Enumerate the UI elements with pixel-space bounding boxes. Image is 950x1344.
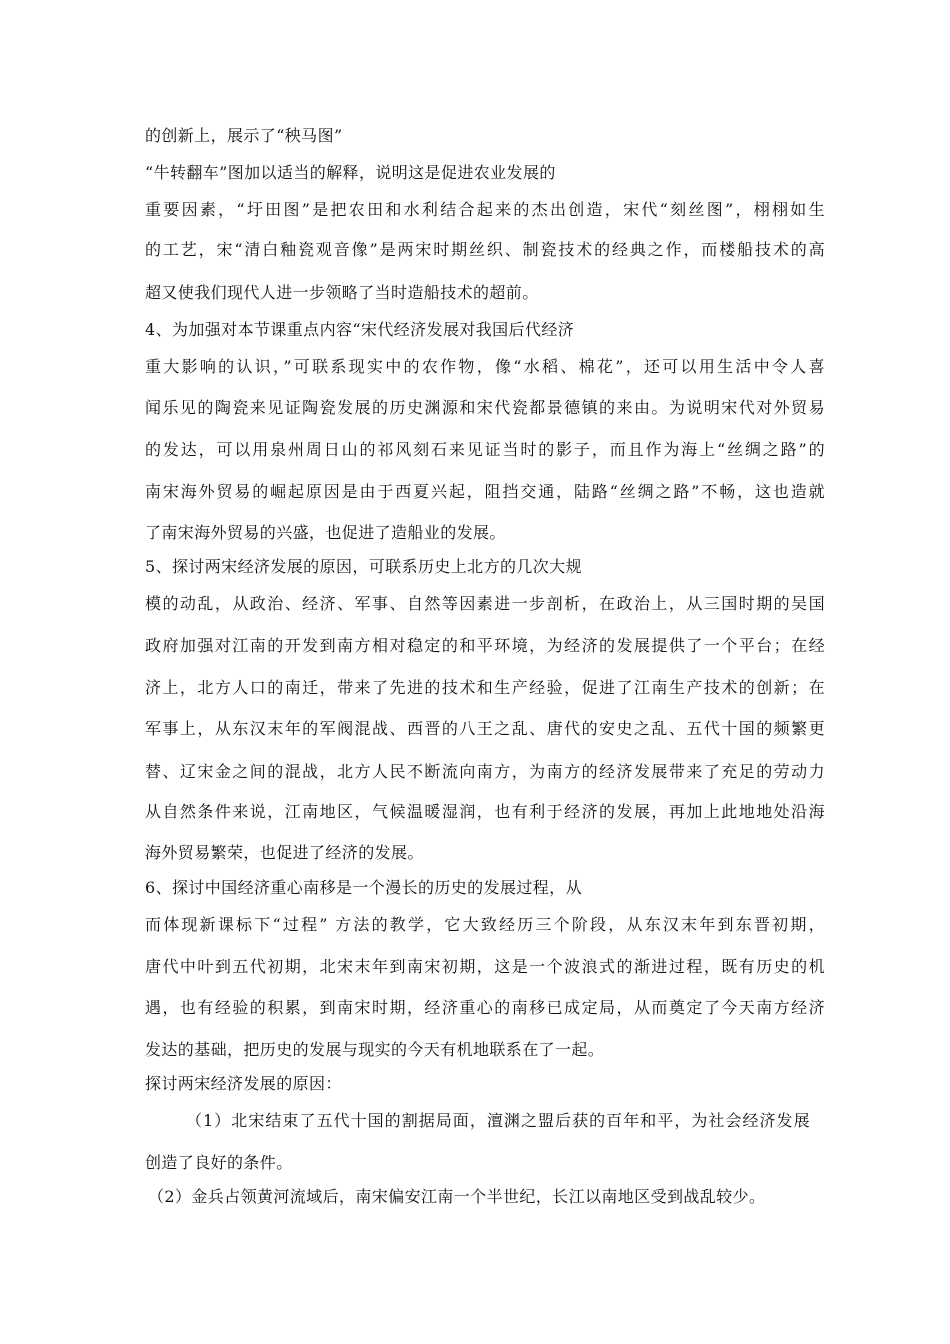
text-line: 从自然条件来说，江南地区，气候温暖湿润，也有利于经济的发展，再加上此地地处沿海 (145, 802, 825, 821)
text-line: 而体现新课标下“过程” 方法的教学，它大致经历三个阶段，从东汉末年到东晋初期， (145, 915, 825, 934)
text-line: 唐代中叶到五代初期，北宋末年到南宋初期，这是一个波浪式的渐进过程，既有历史的机 (145, 957, 825, 976)
text-line: 5、探讨两宋经济发展的原因，可联系历史上北方的几次大规 (145, 557, 582, 576)
text-line: 的创新上，展示了“秧马图” (145, 126, 343, 145)
text-line: “牛转翻车”图加以适当的解释，说明这是促进农业发展的 (145, 163, 556, 182)
text-line: 重要因素，“圩田图”是把农田和水利结合起来的杰出创造，宋代“刻丝图”，栩栩如生 (145, 200, 825, 219)
text-line: 重大影响的认识，”可联系现实中的农作物，像“水稻、棉花”，还可以用生活中令人喜 (145, 357, 825, 376)
text-line: 6、探讨中国经济重心南移是一个漫长的历史的发展过程，从 (145, 878, 582, 897)
list-item-continuation: 创造了良好的条件。 (145, 1153, 293, 1172)
text-line: 模的动乱，从政治、经济、军事、自然等因素进一步剖析，在政治上，从三国时期的吴国 (145, 594, 825, 613)
text-line: 遇，也有经验的积累，到南宋时期，经济重心的南移已成定局，从而奠定了今天南方经济 (145, 998, 825, 1017)
list-item: （1）北宋结束了五代十国的割据局面，澶渊之盟后获的百年和平，为社会经济发展 (186, 1111, 810, 1130)
section-heading: 探讨两宋经济发展的原因： (145, 1074, 342, 1093)
text-line: 的发达，可以用泉州周日山的祁风刻石来见证当时的影子，而且作为海上“丝绸之路”的 (145, 440, 825, 459)
text-line: 南宋海外贸易的崛起原因是由于西夏兴起，阻挡交通，陆路“丝绸之路”不畅，这也造就 (145, 482, 825, 501)
text-line: 超又使我们现代人进一步领略了当时造船技术的超前。 (145, 283, 539, 302)
text-line: 的工艺，宋“清白釉瓷观音像”是两宋时期丝织、制瓷技术的经典之作，而楼船技术的高 (145, 240, 825, 259)
text-line: 闻乐见的陶瓷来见证陶瓷发展的历史渊源和宋代瓷都景德镇的来由。为说明宋代对外贸易 (145, 398, 825, 417)
text-line: 军事上，从东汉末年的军阀混战、西晋的八王之乱、唐代的安史之乱、五代十国的频繁更 (145, 719, 825, 738)
text-line: 了南宋海外贸易的兴盛，也促进了造船业的发展。 (145, 523, 506, 542)
text-line: 海外贸易繁荣，也促进了经济的发展。 (145, 843, 424, 862)
list-item: （2）金兵占领黄河流域后，南宋偏安江南一个半世纪，长江以南地区受到战乱较少。 (148, 1187, 766, 1206)
text-line: 发达的基础，把历史的发展与现实的今天有机地联系在了一起。 (145, 1040, 605, 1059)
text-line: 政府加强对江南的开发到南方相对稳定的和平环境，为经济的发展提供了一个平台；在经 (145, 636, 825, 655)
text-line: 4、为加强对本节课重点内容“宋代经济发展对我国后代经济 (145, 320, 575, 339)
text-line: 替、辽宋金之间的混战，北方人民不断流向南方，为南方的经济发展带来了充足的劳动力 (145, 762, 825, 781)
text-line: 济上，北方人口的南迁，带来了先进的技术和生产经验，促进了江南生产技术的创新；在 (145, 678, 825, 697)
